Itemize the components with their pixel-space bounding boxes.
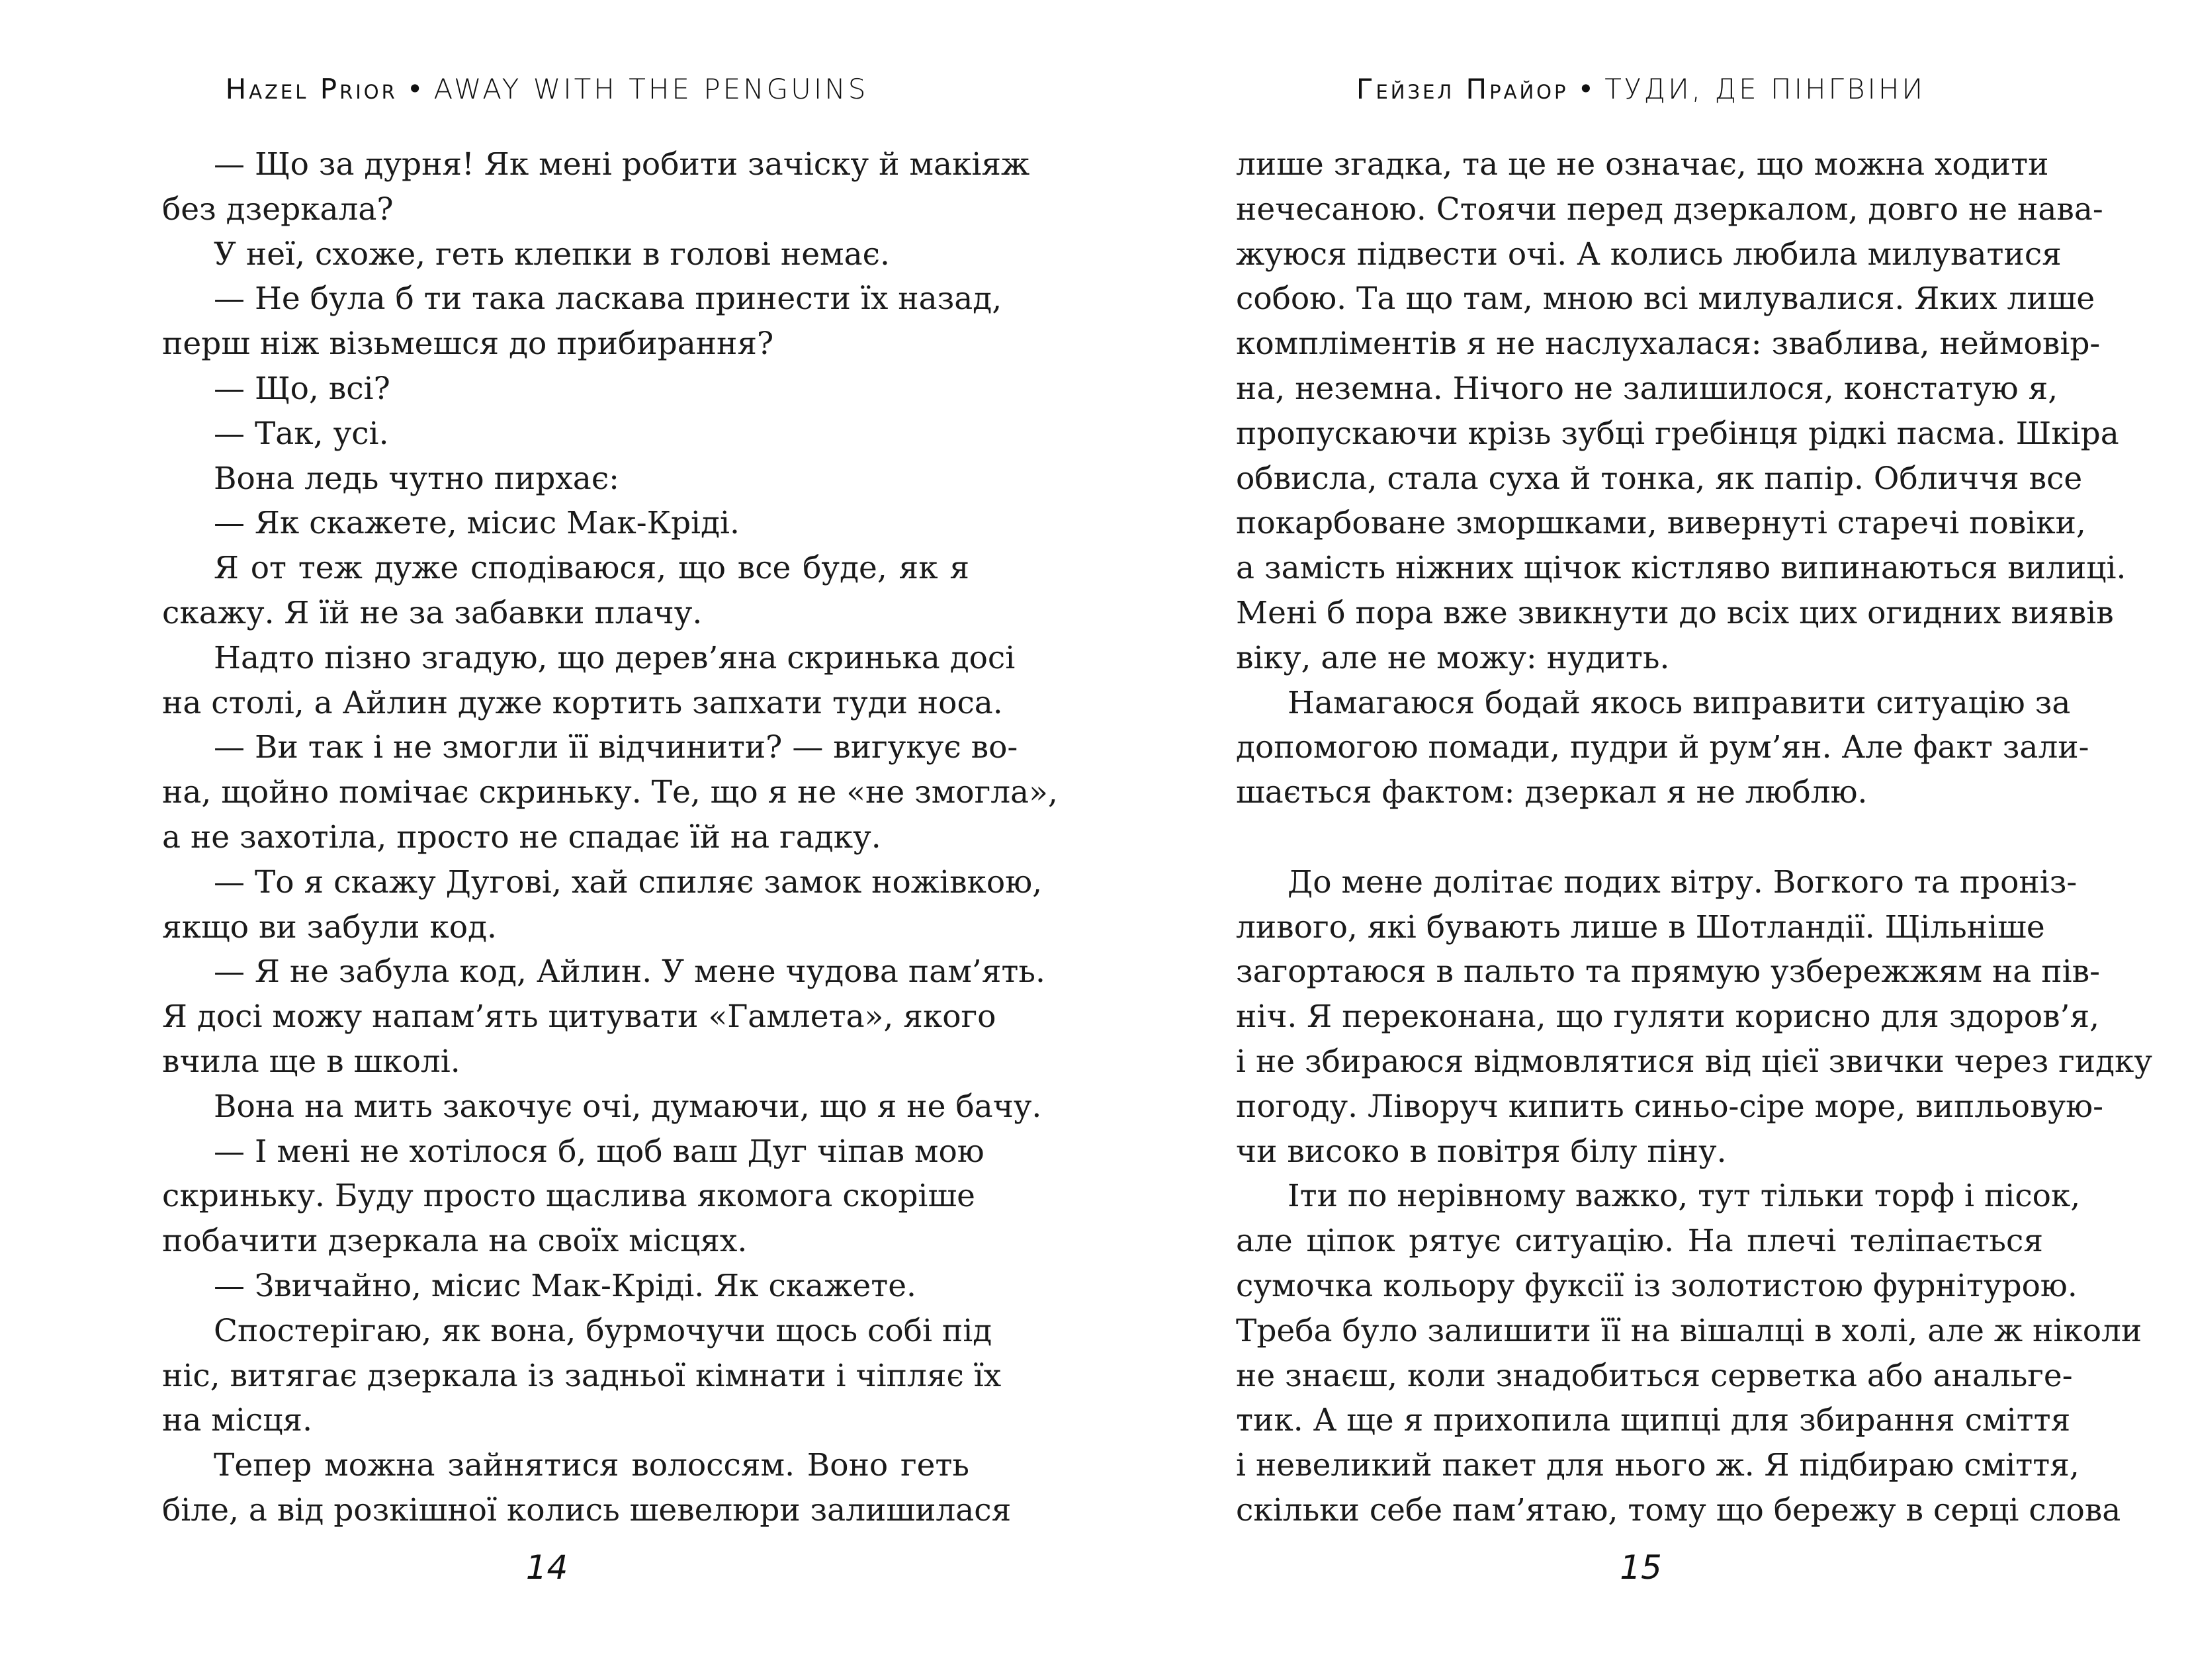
- text-line: — Що за дурня! Як мені робити зачіску й макіяж: [214, 146, 1030, 183]
- text-line: шається фактом: дзеркал я не люблю.: [1236, 774, 1868, 811]
- text-line: ливого, які бувають лише в Шотландії. Щільніше: [1236, 908, 2045, 946]
- text-line: пропускаючи крізь зубці гребінця рідкі пасма. Шкіра: [1236, 415, 2119, 452]
- text-line: ніс, витягає дзеркала із задньої кімнати і чіпляє їх: [162, 1357, 1002, 1394]
- running-head-right: [1094, 73, 2188, 105]
- text-line: перш ніж візьмешся до прибирання?: [162, 326, 774, 363]
- text-line: чи високо в повітря білу піну.: [1236, 1133, 1727, 1170]
- text-line: і невеликий пакет для нього ж. Я підбираю сміття,: [1236, 1447, 2079, 1484]
- header-separator: •: [406, 73, 425, 105]
- text-line: на, неземна. Нічого не залишилося, констатую я,: [1236, 370, 2058, 407]
- text-line: ніч. Я переконана, що гуляти корисно для здоров’я,: [1236, 998, 2100, 1036]
- text-line: У неї, схоже, геть клепки в голові немає.: [214, 236, 890, 273]
- header-author: Hazel Prior: [225, 73, 398, 105]
- text-line: — То я скажу Дугові, хай спиляє замок ножівкою,: [214, 863, 1043, 901]
- text-line: на столі, а Айлин дуже кортить запхати туди носа.: [162, 684, 1003, 721]
- right-page: [1094, 0, 2188, 1680]
- text-line: загортаюся в пальто та прямую узбережжям на пів-: [1236, 953, 2100, 991]
- body-text-left: [162, 142, 1058, 1533]
- text-line: Вона ледь чутно пирхає:: [214, 460, 619, 497]
- header-author: Гейзел Прайор: [1356, 73, 1569, 105]
- text-line: а замість ніжних щічок кістляво випинаються вилиці.: [1236, 550, 2126, 587]
- text-line: тик. А ще я прихопила щипці для збирання сміття: [1236, 1402, 2071, 1439]
- text-line: вчила ще в школі.: [162, 1043, 460, 1080]
- running-head-left: [0, 73, 1094, 105]
- header-title: AWAY WITH THE PENGUINS: [433, 73, 869, 105]
- text-line: обвисла, стала суха й тонка, як папір. Обличчя все: [1236, 460, 2083, 497]
- text-line: на, щойно помічає скриньку. Те, що я не «не змогла»,: [162, 774, 1058, 811]
- text-line: але ціпок рятує ситуацію. На плечі теліпається: [1236, 1223, 2043, 1260]
- text-line: — Як скажете, місис Мак-Кріді.: [214, 505, 740, 542]
- text-line: — Так, усі.: [214, 415, 389, 452]
- text-line: Мені б пора вже звикнути до всіх цих огидних виявів: [1236, 594, 2114, 631]
- text-line: скриньку. Буду просто щаслива якомога скоріше: [162, 1178, 975, 1215]
- header-separator: •: [1577, 73, 1596, 105]
- text-line: скажу. Я їй не за забавки плачу.: [162, 594, 703, 631]
- text-line: Я от теж дуже сподіваюся, що все буде, як я: [214, 550, 969, 587]
- text-line: без дзеркала?: [162, 191, 394, 228]
- text-line: Намагаюся бодай якось виправити ситуацію за: [1288, 684, 2071, 721]
- text-line: лише згадка, та це не означає, що можна ходити: [1236, 146, 2049, 183]
- text-line: нечесаною. Стоячи перед дзеркалом, довго не нава-: [1236, 191, 2103, 228]
- text-line: і не збираюся відмовлятися від цієї звички через гидку: [1236, 1043, 2153, 1080]
- text-line: — Звичайно, місис Мак-Кріді. Як скажете.: [214, 1267, 916, 1304]
- text-line: Іти по нерівному важко, тут тільки торф і пісок,: [1288, 1178, 2081, 1215]
- text-line: Спостерігаю, як вона, бурмочучи щось собі під: [214, 1312, 992, 1349]
- text-line: не знаєш, коли знадобиться серветка або анальге-: [1236, 1357, 2073, 1394]
- text-line: — І мені не хотілося б, щоб ваш Дуг чіпав мою: [214, 1133, 985, 1170]
- page-number-right: 15: [1620, 1548, 1662, 1587]
- text-line: жуюся підвести очі. А колись любила милуватися: [1236, 236, 2062, 273]
- text-line: — Що, всі?: [214, 370, 390, 407]
- text-line: віку, але не можу: нудить.: [1236, 639, 1670, 676]
- header-title: ТУДИ, ДЕ ПІНГВІНИ: [1604, 73, 1926, 105]
- body-text-right: [1236, 142, 2153, 1533]
- text-line: До мене долітає подих вітру. Вогкого та проніз-: [1288, 863, 2078, 901]
- text-line: якщо ви забули код.: [162, 908, 497, 946]
- text-line: біле, а від розкішної колись шевелюри залишилася: [162, 1491, 1012, 1528]
- text-line: — Ви так і не змогли її відчинити? — вигукує во-: [214, 729, 1018, 766]
- text-line: Я досі можу напам’ять цитувати «Гамлета», якого: [162, 998, 996, 1036]
- text-line: сумочка кольору фуксії із золотистою фурнітурою.: [1236, 1267, 2078, 1304]
- text-line: компліментів я не наслухалася: зваблива, неймовір-: [1236, 326, 2101, 363]
- text-line: а не захотіла, просто не спадає їй на гадку.: [162, 818, 881, 856]
- page-number-left: 14: [525, 1548, 568, 1587]
- text-line: Треба було залишити її на вішалці в холі, але ж ніколи: [1236, 1312, 2142, 1349]
- text-line: скільки себе пам’ятаю, тому що бережу в серці слова: [1236, 1491, 2121, 1528]
- text-line: на місця.: [162, 1402, 313, 1439]
- text-line: Тепер можна зайнятися волоссям. Воно геть: [214, 1447, 969, 1484]
- text-line: побачити дзеркала на своїх місцях.: [162, 1223, 748, 1260]
- text-line: допомогою помади, пудри й рум’ян. Але факт зали-: [1236, 729, 2089, 766]
- text-line: покарбоване зморшками, вивернуті старечі повіки,: [1236, 505, 2086, 542]
- text-line: [1236, 815, 2043, 860]
- text-line: Вона на мить закочує очі, думаючи, що я не бачу.: [214, 1088, 1042, 1125]
- text-line: собою. Та що там, мною всі милувалися. Яких лише: [1236, 281, 2095, 318]
- text-line: погоду. Ліворуч кипить синьо-сіре море, випльовую-: [1236, 1088, 2103, 1125]
- text-line: — Я не забула код, Айлин. У мене чудова пам’ять.: [214, 953, 1045, 991]
- text-line: — Не була б ти така ласкава принести їх назад,: [214, 281, 1002, 318]
- text-line: Надто пізно згадую, що дерев’яна скринька досі: [214, 639, 1016, 676]
